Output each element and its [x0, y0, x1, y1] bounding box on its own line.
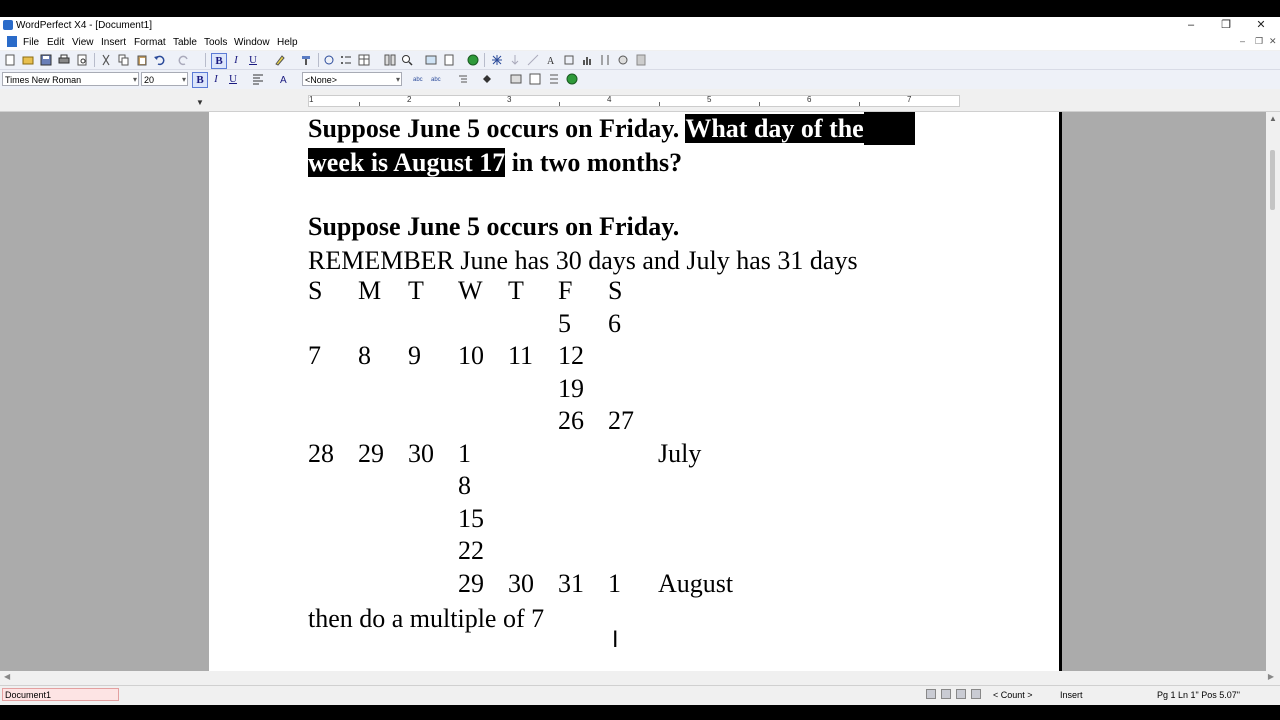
arrow-down-icon[interactable] [509, 54, 521, 66]
chevron-down-icon: ▾ [181, 75, 186, 84]
calendar-day-header: W [458, 276, 483, 305]
ruler-number: 1 [309, 95, 314, 104]
window-title: WordPerfect X4 - [Document1] [16, 20, 152, 31]
merge-icon[interactable] [510, 73, 522, 85]
calendar-date: 15 [458, 503, 484, 533]
calendar-date: 11 [508, 341, 534, 370]
zoom-icon[interactable] [401, 54, 413, 66]
chart-icon[interactable] [581, 54, 593, 66]
printer-status-icon[interactable] [971, 689, 981, 699]
sort-icon[interactable] [599, 54, 611, 66]
calendar-day-header: S [608, 276, 623, 305]
undo-icon[interactable] [153, 54, 165, 66]
spellcheck-icon[interactable] [413, 73, 425, 85]
calendar-date: 29 [358, 438, 384, 468]
document-tab[interactable]: Document1 [2, 688, 119, 701]
svg-text:A: A [547, 56, 555, 66]
calendar-date: 12 [558, 341, 584, 370]
close-window-button[interactable]: ✕ [1256, 19, 1266, 31]
image-icon[interactable] [425, 54, 437, 66]
calendar-date: 22 [458, 536, 484, 565]
selected-text[interactable]: What day of the [685, 114, 864, 143]
menu-insert[interactable]: Insert [101, 37, 127, 48]
document-icon[interactable] [7, 36, 17, 47]
font-name-value: Times New Roman [5, 75, 82, 85]
calendar-date: 9 [408, 341, 421, 370]
menu-table[interactable]: Table [173, 37, 197, 48]
property-bar [0, 70, 1280, 89]
subheading[interactable]: Suppose June 5 occurs on Friday. [308, 212, 680, 241]
ruler-tick [659, 102, 660, 106]
ruler-tick [859, 102, 860, 106]
bullets-icon[interactable] [340, 54, 352, 66]
calendar-month-label: August [658, 568, 734, 598]
calendar-date: 6 [608, 308, 621, 338]
fill-color-icon[interactable] [481, 73, 493, 85]
ruler-number: 6 [807, 95, 812, 104]
ruler-number: 3 [507, 95, 512, 104]
styles-select[interactable] [302, 72, 402, 86]
vertical-scrollbar[interactable] [1266, 112, 1280, 671]
font-color-icon[interactable] [278, 73, 290, 85]
doc-restore-button[interactable]: ❐ [1255, 36, 1264, 46]
question-text: Suppose June 5 occurs on Friday. [308, 114, 686, 143]
highlight-icon[interactable] [274, 54, 286, 66]
italic-button[interactable]: I [214, 73, 218, 85]
menu-window[interactable]: Window [234, 37, 270, 48]
scroll-up-icon[interactable]: ▲ [1269, 114, 1277, 123]
status-bar [0, 685, 1280, 705]
font-size-value: 20 [144, 75, 155, 85]
style-value: <None> [305, 75, 338, 85]
print-icon[interactable] [58, 54, 70, 66]
menu-help[interactable]: Help [277, 37, 298, 48]
calculator-icon[interactable] [635, 54, 647, 66]
calendar-month-label: July [658, 438, 702, 468]
copy-icon[interactable] [118, 54, 130, 66]
macro-icon[interactable] [617, 54, 629, 66]
ruler-number: 4 [607, 95, 612, 104]
text-art-icon[interactable] [545, 54, 557, 66]
grammar-icon[interactable] [431, 73, 443, 85]
calendar-date: 31 [558, 568, 584, 598]
calendar-date: 26 [558, 406, 584, 435]
menu-bar [0, 34, 1280, 50]
globe-icon[interactable] [467, 54, 479, 66]
chevron-down-icon: ▾ [395, 75, 400, 84]
word-count[interactable]: < Count > [993, 690, 1033, 700]
document-workspace [0, 112, 1266, 671]
calendar-date: 7 [308, 341, 321, 370]
calendar-date: 30 [508, 568, 534, 598]
menu-tools[interactable]: Tools [204, 37, 228, 48]
menu-edit[interactable]: Edit [47, 37, 65, 48]
menu-file[interactable]: File [23, 37, 40, 48]
menu-format[interactable]: Format [134, 37, 166, 48]
closing-line[interactable]: then do a multiple of 7 [308, 604, 545, 633]
toolbar-separator [318, 53, 319, 67]
calendar-date: 29 [458, 568, 484, 598]
text-cursor-icon: I [612, 628, 619, 653]
textbox-icon[interactable] [443, 54, 455, 66]
ruler[interactable] [0, 90, 1280, 112]
save-icon[interactable] [40, 54, 52, 66]
calendar-date: 27 [608, 406, 634, 435]
selected-text[interactable]: week is August 17 [308, 148, 506, 177]
calendar-date: 1 [458, 438, 471, 468]
ruler-number: 2 [407, 95, 412, 104]
menu-view[interactable]: View [72, 37, 94, 48]
ruler-tick [759, 102, 760, 106]
selection-fill [864, 112, 915, 145]
hyperlink-icon[interactable] [323, 54, 335, 66]
calendar-date: 5 [558, 308, 571, 338]
doc-minimize-button[interactable]: – [1240, 36, 1246, 46]
ruler-tick [459, 102, 460, 106]
cursor-position: Pg 1 Ln 1" Pos 5.07" [1157, 690, 1240, 700]
calendar-date: 10 [458, 341, 484, 370]
restore-button[interactable]: ❐ [1221, 19, 1231, 31]
title-bar [0, 17, 1280, 34]
document-page[interactable] [209, 112, 1062, 671]
shape-icon[interactable] [563, 54, 575, 66]
outline-icon[interactable] [457, 73, 469, 85]
calendar-day-header: T [508, 276, 524, 305]
question-line-2[interactable] [308, 146, 682, 179]
columns-icon[interactable] [384, 54, 396, 66]
ruler-tick [559, 102, 560, 106]
toolbar-separator [205, 53, 206, 67]
calendar-day-header: S [308, 276, 323, 305]
scroll-right-icon[interactable]: ▶ [1267, 672, 1274, 681]
italic-icon[interactable]: I [234, 54, 238, 66]
chevron-down-icon: ▾ [132, 75, 137, 84]
redo-icon[interactable] [178, 54, 190, 66]
justification-icon[interactable] [252, 73, 264, 85]
horizontal-scrollbar[interactable] [0, 671, 1280, 685]
insert-table-icon[interactable] [529, 73, 541, 85]
toolbar-separator [484, 53, 485, 67]
calendar-date: 28 [308, 438, 334, 468]
font-size-select[interactable] [141, 72, 188, 86]
minimize-button[interactable]: – [1187, 19, 1195, 31]
format-painter-icon[interactable] [300, 54, 312, 66]
font-name-select[interactable] [2, 72, 139, 86]
open-folder-icon[interactable] [22, 54, 34, 66]
draw-line-icon[interactable] [527, 54, 539, 66]
wordperfect-app-icon [3, 20, 13, 30]
calendar-day-header: F [558, 276, 573, 305]
insert-mode[interactable]: Insert [1060, 690, 1083, 700]
svg-text:A: A [280, 75, 287, 85]
application-window [0, 17, 1280, 704]
page-view-icon[interactable] [926, 689, 936, 699]
draft-view-icon[interactable] [941, 689, 951, 699]
calendar-date: 1 [608, 568, 621, 598]
calendar-day-header: M [358, 276, 382, 305]
calendar-date: 8 [458, 471, 471, 500]
calendar-date: 8 [358, 341, 371, 370]
toolbar-separator [94, 53, 95, 67]
calendar-date: 19 [558, 373, 584, 403]
ruler-number: 5 [707, 95, 712, 104]
calendar-date: 30 [408, 438, 434, 468]
new-document-icon[interactable] [4, 54, 16, 66]
bold-button[interactable]: B [192, 72, 208, 88]
scroll-left-icon[interactable]: ◀ [4, 672, 11, 681]
underline-icon[interactable]: U [249, 54, 257, 66]
calendar-day-header: T [408, 276, 424, 305]
bold-toggle-icon[interactable]: B [211, 53, 227, 69]
print-preview-icon[interactable] [76, 54, 88, 66]
svg-text:abc: abc [431, 77, 441, 83]
table-icon[interactable] [358, 54, 370, 66]
cut-icon[interactable] [100, 54, 112, 66]
doc-close-button[interactable]: ✕ [1269, 36, 1277, 46]
svg-text:abc: abc [413, 77, 423, 83]
web-globe-icon[interactable] [566, 73, 578, 85]
tab-stop-marker-icon[interactable]: ▼ [196, 98, 204, 107]
ruler-scale[interactable] [308, 95, 960, 107]
ruler-number: 7 [907, 95, 912, 104]
paste-icon[interactable] [136, 54, 148, 66]
underline-button[interactable]: U [229, 73, 237, 85]
scrollbar-thumb[interactable] [1270, 150, 1275, 210]
question-line-1[interactable] [308, 112, 915, 145]
spell-as-you-go-icon[interactable] [956, 689, 966, 699]
columns-layout-icon[interactable] [548, 73, 560, 85]
question-text: in two months? [505, 148, 683, 177]
main-toolbar [0, 51, 1280, 70]
special-character-icon[interactable] [491, 54, 503, 66]
remember-note[interactable]: REMEMBER June has 30 days and July has 31 days [308, 246, 858, 275]
ruler-tick [359, 102, 360, 106]
